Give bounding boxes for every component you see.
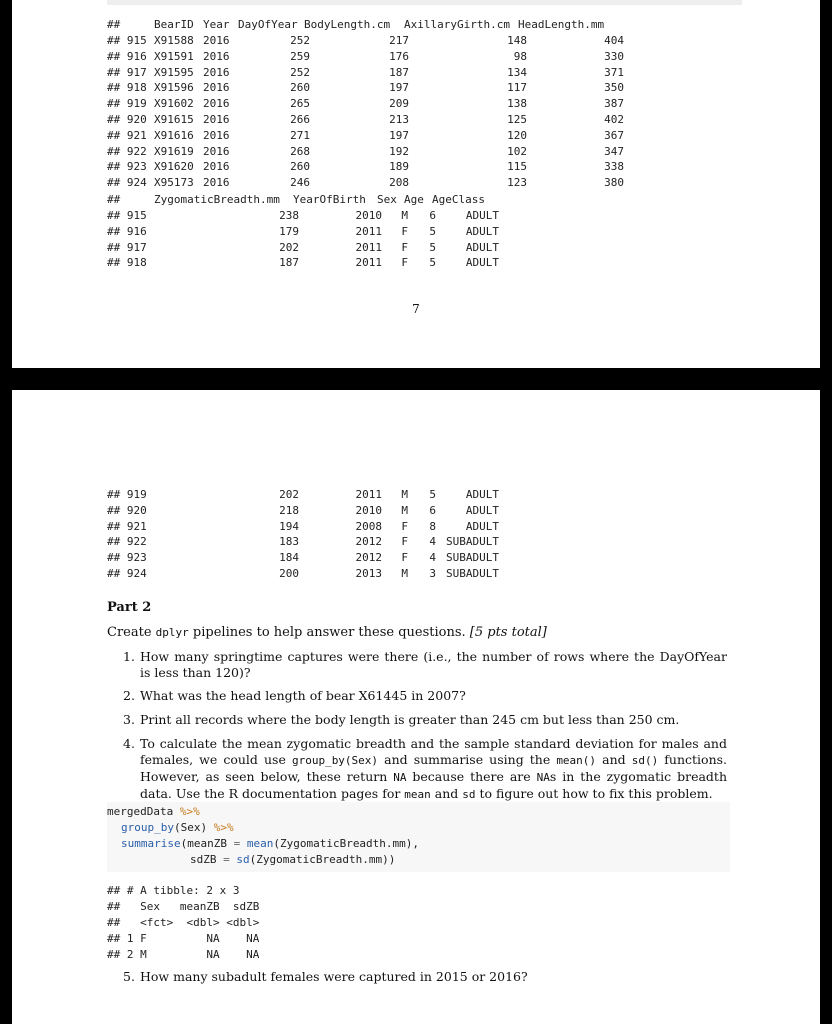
table-cell: 2016 bbox=[203, 49, 230, 63]
table-cell: SUBADULT bbox=[446, 535, 499, 549]
table-cell: ## 918 bbox=[107, 81, 147, 95]
table-cell: ## 920 bbox=[107, 113, 147, 126]
table-cell: 6 bbox=[429, 503, 436, 517]
table-cell: 134 bbox=[507, 65, 527, 79]
table-cell: 2016 bbox=[203, 97, 230, 111]
document-page-8 bbox=[12, 390, 820, 1024]
table-cell: 371 bbox=[604, 65, 624, 79]
table-cell: ## 922 bbox=[107, 535, 147, 549]
table-cell: 187 bbox=[279, 256, 299, 270]
table2-header bbox=[107, 192, 485, 208]
header-cell: BearID bbox=[154, 18, 194, 31]
table-cell: 8 bbox=[429, 519, 436, 533]
table-cell: ## 923 bbox=[107, 160, 147, 174]
table-cell: X91596 bbox=[154, 81, 194, 95]
header-cell: AgeClass bbox=[432, 193, 485, 206]
header-cell: DayOfYear bbox=[238, 18, 298, 31]
table-cell: 330 bbox=[604, 49, 624, 63]
table-cell: ## 916 bbox=[107, 224, 147, 238]
table-cell: ADULT bbox=[465, 256, 499, 270]
table-cell: 2012 bbox=[355, 535, 382, 549]
table-cell: X91615 bbox=[154, 113, 194, 126]
table-cell: 5 bbox=[429, 224, 436, 238]
page-number: 7 bbox=[412, 302, 420, 316]
tibble-output-line: ## <fct> <dbl> <dbl> bbox=[107, 916, 260, 929]
table-cell: 200 bbox=[279, 567, 299, 580]
table-cell: ## 919 bbox=[107, 97, 147, 111]
table-cell: 387 bbox=[604, 97, 624, 111]
table-cell: 260 bbox=[290, 81, 310, 95]
header-cell: Age bbox=[404, 193, 424, 206]
table-cell: ## 921 bbox=[107, 519, 147, 533]
document-page-7 bbox=[12, 0, 820, 368]
question-5: 5. How many subadult females were captured in 2015 or 2016? bbox=[123, 969, 528, 984]
table-cell: 184 bbox=[279, 551, 299, 565]
table-cell: 2011 bbox=[355, 240, 382, 254]
table-cell: 338 bbox=[604, 160, 624, 174]
table-cell: 350 bbox=[604, 81, 624, 95]
table-cell: ADULT bbox=[465, 209, 499, 222]
table-cell: 197 bbox=[389, 81, 409, 95]
header-cell: BodyLength.cm bbox=[304, 18, 391, 31]
table-cell: ## 918 bbox=[107, 256, 147, 270]
table-cell: X91588 bbox=[154, 34, 194, 47]
table-cell: 148 bbox=[507, 34, 527, 47]
table-cell: 404 bbox=[604, 34, 624, 47]
table-cell: 266 bbox=[290, 113, 310, 126]
table-cell: X91591 bbox=[154, 49, 194, 63]
table-cell: 3 bbox=[429, 567, 436, 580]
table-cell: 183 bbox=[279, 535, 299, 549]
table-cell: F bbox=[401, 224, 408, 238]
table-cell: ## 922 bbox=[107, 144, 147, 158]
tibble-output-line: ## 1 F NA NA bbox=[107, 932, 260, 945]
table-cell: X91616 bbox=[154, 128, 194, 142]
table-cell: 2016 bbox=[203, 144, 230, 158]
header-cell: YearOfBirth bbox=[293, 193, 366, 206]
table-cell: ## 915 bbox=[107, 34, 147, 47]
table-cell: M bbox=[401, 503, 408, 517]
header-cell: ## bbox=[107, 18, 121, 31]
table-cell: 208 bbox=[389, 176, 409, 190]
table-cell: ADULT bbox=[465, 503, 499, 517]
table-cell: X95173 bbox=[154, 176, 194, 190]
table-cell: 2011 bbox=[355, 224, 382, 238]
question-3: 3. Print all records where the body length is greater than 245 cm but less than 250 cm. bbox=[123, 712, 680, 727]
table-cell: ## 919 bbox=[107, 488, 147, 501]
table-cell: 5 bbox=[429, 256, 436, 270]
table-cell: 189 bbox=[389, 160, 409, 174]
header-cell: Sex bbox=[377, 193, 397, 206]
table-cell: 6 bbox=[429, 209, 436, 222]
table-cell: F bbox=[401, 519, 408, 533]
table-cell: 380 bbox=[604, 176, 624, 190]
table-cell: ## 915 bbox=[107, 209, 147, 222]
table-cell: ## 924 bbox=[107, 567, 147, 580]
table-cell: 123 bbox=[507, 176, 527, 190]
table-cell: 2012 bbox=[355, 551, 382, 565]
table-cell: 2008 bbox=[355, 519, 382, 533]
table-cell: 217 bbox=[389, 34, 409, 47]
table-cell: ## 916 bbox=[107, 49, 147, 63]
tibble-output-line: ## Sex meanZB sdZB bbox=[107, 900, 260, 913]
table-cell: 2016 bbox=[203, 176, 230, 190]
table-cell: X91595 bbox=[154, 65, 194, 79]
table-cell: 2016 bbox=[203, 113, 230, 126]
table-cell: ADULT bbox=[465, 488, 499, 501]
table-cell: 209 bbox=[389, 97, 409, 111]
table-cell: ## 920 bbox=[107, 503, 147, 517]
table-cell: 117 bbox=[507, 81, 527, 95]
table-cell: 2011 bbox=[355, 256, 382, 270]
question-4: 4. To calculate the mean zygomatic breadth and the sample standard deviation for males and females, we could use group_by(Sex) and summarise using the mean() and sd() functions. However, as seen below, these return NA because there are NAs in the zygomatic breadth data. Use the R documentation pages for mean and sd to figure out how to fix this problem. bbox=[123, 736, 728, 801]
table-cell: 202 bbox=[279, 240, 299, 254]
table1-header bbox=[107, 17, 605, 33]
table-cell: 115 bbox=[507, 160, 527, 174]
table-cell: 2013 bbox=[355, 567, 382, 580]
table-cell: 260 bbox=[290, 160, 310, 174]
table-cell: 4 bbox=[429, 535, 436, 549]
header-cell: Year bbox=[203, 18, 230, 31]
header-cell: ## bbox=[107, 193, 121, 206]
question-2: 2. What was the head length of bear X61445 in 2007? bbox=[123, 688, 466, 703]
table-cell: ## 917 bbox=[107, 240, 147, 254]
table-cell: 268 bbox=[290, 144, 310, 158]
tibble-output-line: ## 2 M NA NA bbox=[107, 948, 260, 961]
table-cell: 259 bbox=[290, 49, 310, 63]
table-cell: F bbox=[401, 256, 408, 270]
table-cell: 2011 bbox=[355, 488, 382, 501]
table-cell: 120 bbox=[507, 128, 527, 142]
table-cell: 402 bbox=[604, 113, 624, 126]
table-cell: 252 bbox=[290, 65, 310, 79]
table-cell: 197 bbox=[389, 128, 409, 142]
table-cell: 218 bbox=[279, 503, 299, 517]
table-cell: ## 924 bbox=[107, 176, 147, 190]
table-cell: X91619 bbox=[154, 144, 194, 158]
table-cell: 2016 bbox=[203, 81, 230, 95]
question-1: 1. How many springtime captures were there (i.e., the number of rows where the DayOfYear is less than 120)? bbox=[123, 649, 727, 680]
tibble-output-line: ## # A tibble: 2 x 3 bbox=[107, 884, 240, 897]
table-cell: 202 bbox=[279, 488, 299, 501]
table-cell: 138 bbox=[507, 97, 527, 111]
table-cell: 194 bbox=[279, 519, 299, 533]
table-cell: ADULT bbox=[465, 240, 499, 254]
table-cell: ADULT bbox=[465, 224, 499, 238]
table-cell: 5 bbox=[429, 488, 436, 501]
header-cell: HeadLength.mm bbox=[518, 18, 605, 31]
table-cell: M bbox=[401, 567, 408, 580]
table-cell: 179 bbox=[279, 224, 299, 238]
table-cell: 102 bbox=[507, 144, 527, 158]
table-cell: 5 bbox=[429, 240, 436, 254]
table-cell: X91602 bbox=[154, 97, 194, 111]
previous-code-block-edge bbox=[107, 0, 742, 5]
header-cell: ZygomaticBreadth.mm bbox=[154, 193, 280, 206]
table-cell: SUBADULT bbox=[446, 551, 499, 565]
table-cell: 192 bbox=[389, 144, 409, 158]
table-cell: M bbox=[401, 209, 408, 222]
table-cell: 125 bbox=[507, 113, 527, 126]
table-cell: M bbox=[401, 488, 408, 501]
table-cell: 213 bbox=[389, 113, 409, 126]
table-cell: F bbox=[401, 551, 408, 565]
table-cell: 238 bbox=[279, 209, 299, 222]
part-title: Part 2 bbox=[107, 600, 152, 615]
table-cell: 4 bbox=[429, 551, 436, 565]
table-cell: ADULT bbox=[465, 519, 499, 533]
header-cell: AxillaryGirth.cm bbox=[404, 18, 510, 31]
table-cell: 176 bbox=[389, 49, 409, 63]
table-cell: F bbox=[401, 240, 408, 254]
table-cell: 2016 bbox=[203, 128, 230, 142]
table-cell: 252 bbox=[290, 34, 310, 47]
table-cell: 98 bbox=[513, 49, 527, 63]
table-cell: X91620 bbox=[154, 160, 194, 174]
table-cell: 2016 bbox=[203, 65, 230, 79]
table-cell: 2010 bbox=[355, 209, 382, 222]
table-cell: ## 923 bbox=[107, 551, 147, 565]
table-cell: 271 bbox=[290, 128, 310, 142]
part-intro: Create dplyr pipelines to help answer these questions. [5 pts total] bbox=[107, 625, 547, 640]
table-cell: 2010 bbox=[355, 503, 382, 517]
table-cell: F bbox=[401, 535, 408, 549]
table-cell: ## 917 bbox=[107, 65, 147, 79]
table-cell: SUBADULT bbox=[446, 567, 499, 580]
table-cell: 265 bbox=[290, 97, 310, 111]
table-cell: 2016 bbox=[203, 34, 230, 47]
table-cell: 347 bbox=[604, 144, 624, 158]
table-cell: 187 bbox=[389, 65, 409, 79]
table-cell: 367 bbox=[604, 128, 624, 142]
table-cell: 246 bbox=[290, 176, 310, 190]
table-cell: 2016 bbox=[203, 160, 230, 174]
table-cell: ## 921 bbox=[107, 128, 147, 142]
r-code-block: mergedData %>% group_by(Sex) %>% summarise(meanZB = mean(ZygomaticBreadth.mm), sdZB = sd(ZygomaticBreadth.mm)) bbox=[107, 802, 730, 872]
